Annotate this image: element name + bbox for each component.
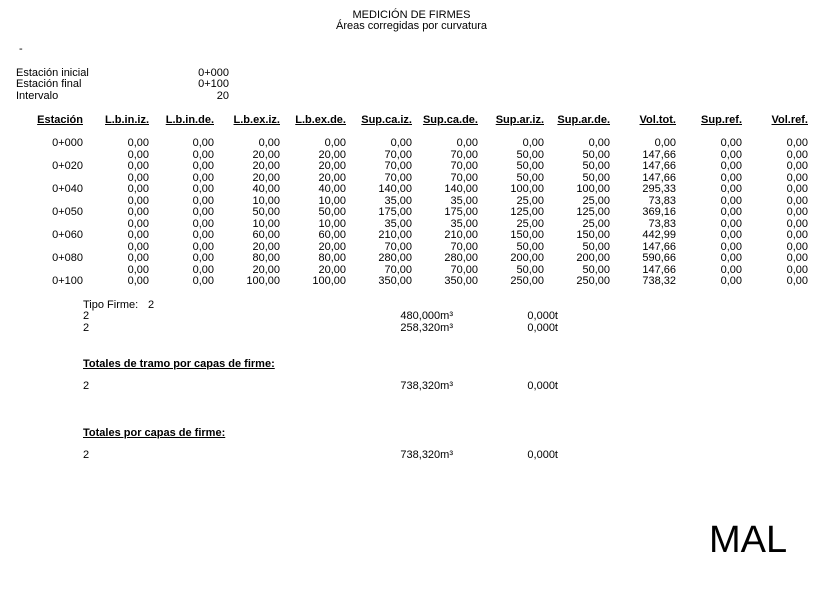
table-header — [0, 115, 823, 126]
table-cell: 50,00 — [516, 171, 544, 184]
table-cell: 350,00 — [444, 275, 478, 287]
table-cell: 250,00 — [576, 275, 610, 287]
totales-heading: Totales por capas de firme: — [83, 427, 226, 439]
table-row — [0, 184, 823, 195]
estacion-inicial-label: Estación inicial — [16, 67, 89, 79]
table-cell: 70,00 — [450, 240, 478, 253]
table-cell: 70,00 — [384, 263, 412, 276]
table-cell: 10,00 — [252, 194, 280, 207]
table-row — [0, 150, 823, 161]
cell-estacion: 0+020 — [52, 160, 83, 172]
totales-tramo-volumen: 738,320m³ — [400, 380, 453, 392]
col-estacion: Estación — [37, 114, 83, 126]
cell-estacion: 0+000 — [52, 137, 83, 149]
table-cell: 20,00 — [252, 240, 280, 253]
col-volref: Vol.ref. — [771, 114, 808, 126]
table-cell: 0,00 — [720, 160, 742, 172]
table-cell: 50,00 — [252, 206, 280, 218]
table-cell: 25,00 — [582, 217, 610, 230]
table-cell: 0,00 — [786, 263, 808, 276]
table-cell: 350,00 — [378, 275, 412, 287]
table-cell: 0,00 — [786, 217, 808, 230]
table-cell: 0,00 — [127, 148, 149, 161]
col-lbexde: L.b.ex.de. — [295, 114, 346, 126]
tipo-firme-volumen-2: 258,320m³ — [400, 322, 453, 334]
table-cell: 295,33 — [642, 183, 676, 195]
table-cell: 0,00 — [127, 194, 149, 207]
table-cell: 175,00 — [378, 206, 412, 218]
tipo-firme-capa-1: 2 — [83, 310, 90, 322]
table-cell: 0,00 — [720, 229, 742, 241]
col-suparde: Sup.ar.de. — [557, 114, 610, 126]
table-cell: 0,00 — [786, 240, 808, 253]
table-cell: 50,00 — [516, 240, 544, 253]
totales-tramo-heading: Totales de tramo por capas de firme: — [83, 358, 275, 370]
table-cell: 0,00 — [192, 171, 214, 184]
table-cell: 0,00 — [786, 137, 808, 149]
table-row — [0, 173, 823, 184]
table-cell: 147,66 — [642, 171, 676, 184]
table-cell: 0,00 — [192, 229, 214, 241]
table-cell: 210,00 — [378, 229, 412, 241]
totales-peso: 0,000t — [527, 449, 558, 461]
dash-mark: - — [19, 43, 23, 55]
table-cell: 0,00 — [192, 194, 214, 207]
table-cell: 70,00 — [450, 148, 478, 161]
table-cell: 10,00 — [318, 217, 346, 230]
estacion-inicial-value: 0+000 — [198, 67, 229, 79]
col-lbinde: L.b.in.de. — [165, 114, 214, 126]
table-cell: 20,00 — [318, 263, 346, 276]
table-row — [0, 161, 823, 172]
table-cell: 50,00 — [582, 240, 610, 253]
table-cell: 0,00 — [720, 206, 742, 218]
table-cell: 147,66 — [642, 263, 676, 276]
table-row — [0, 219, 823, 230]
cell-estacion: 0+100 — [52, 275, 83, 287]
table-cell: 0,00 — [720, 171, 742, 184]
cell-estacion: 0+050 — [52, 206, 83, 218]
table-cell: 150,00 — [576, 229, 610, 241]
table-cell: 0,00 — [786, 252, 808, 264]
table-cell: 147,66 — [642, 148, 676, 161]
table-cell: 50,00 — [582, 263, 610, 276]
table-cell: 0,00 — [786, 183, 808, 195]
table-cell: 0,00 — [654, 137, 676, 149]
table-cell: 10,00 — [252, 217, 280, 230]
table-cell: 70,00 — [450, 263, 478, 276]
table-cell: 20,00 — [252, 148, 280, 161]
table-cell: 0,00 — [127, 206, 149, 218]
table-cell: 0,00 — [192, 160, 214, 172]
totales-tramo-peso: 0,000t — [527, 380, 558, 392]
table-cell: 73,83 — [648, 194, 676, 207]
table-cell: 20,00 — [252, 171, 280, 184]
col-voltot: Vol.tot. — [639, 114, 676, 126]
table-cell: 125,00 — [576, 206, 610, 218]
table-cell: 0,00 — [588, 137, 610, 149]
table-row — [0, 138, 823, 149]
table-cell: 280,00 — [378, 252, 412, 264]
table-cell: 50,00 — [318, 206, 346, 218]
table-row — [0, 230, 823, 241]
table-cell: 0,00 — [192, 263, 214, 276]
table-row — [0, 276, 823, 287]
table-row — [0, 207, 823, 218]
table-cell: 140,00 — [378, 183, 412, 195]
table-cell: 0,00 — [720, 240, 742, 253]
table-cell: 70,00 — [450, 160, 478, 172]
cell-estacion: 0+060 — [52, 229, 83, 241]
table-cell: 0,00 — [192, 217, 214, 230]
table-cell: 200,00 — [510, 252, 544, 264]
intervalo-label: Intervalo — [16, 90, 59, 102]
table-cell: 0,00 — [127, 137, 149, 149]
table-cell: 100,00 — [312, 275, 346, 287]
cell-estacion: 0+040 — [52, 183, 83, 195]
table-cell: 20,00 — [318, 240, 346, 253]
table-cell: 0,00 — [786, 194, 808, 207]
table-cell: 0,00 — [127, 217, 149, 230]
table-cell: 0,00 — [786, 148, 808, 161]
table-cell: 20,00 — [252, 160, 280, 172]
table-cell: 0,00 — [324, 137, 346, 149]
cell-estacion: 0+080 — [52, 252, 83, 264]
table-cell: 738,32 — [642, 275, 676, 287]
table-cell: 0,00 — [258, 137, 280, 149]
table-cell: 0,00 — [786, 206, 808, 218]
table-cell: 100,00 — [576, 183, 610, 195]
report-title: MEDICIÓN DE FIRMES — [352, 9, 471, 21]
table-cell: 0,00 — [192, 252, 214, 264]
table-row — [0, 196, 823, 207]
table-cell: 0,00 — [127, 263, 149, 276]
tipo-firme-peso-1: 0,000t — [527, 310, 558, 322]
table-cell: 20,00 — [318, 171, 346, 184]
table-cell: 0,00 — [786, 229, 808, 241]
col-supref: Sup.ref. — [701, 114, 742, 126]
table-cell: 147,66 — [642, 160, 676, 172]
table-cell: 70,00 — [384, 160, 412, 172]
table-cell: 442,99 — [642, 229, 676, 241]
table-cell: 0,00 — [720, 217, 742, 230]
mal-stamp: MAL — [709, 519, 788, 561]
report-subtitle: Áreas corregidas por curvatura — [335, 20, 487, 32]
table-cell: 100,00 — [246, 275, 280, 287]
table-cell: 0,00 — [192, 137, 214, 149]
table-cell: 80,00 — [318, 252, 346, 264]
table-cell: 590,66 — [642, 252, 676, 264]
col-supariz: Sup.ar.iz. — [495, 114, 544, 126]
table-cell: 125,00 — [510, 206, 544, 218]
table-cell: 369,16 — [642, 206, 676, 218]
table-cell: 0,00 — [127, 183, 149, 195]
table-cell: 35,00 — [384, 217, 412, 230]
table-cell: 20,00 — [318, 148, 346, 161]
table-cell: 150,00 — [510, 229, 544, 241]
table-cell: 100,00 — [510, 183, 544, 195]
table-cell: 0,00 — [127, 275, 149, 287]
table-cell: 140,00 — [444, 183, 478, 195]
table-cell: 0,00 — [192, 206, 214, 218]
table-cell: 0,00 — [192, 240, 214, 253]
table-cell: 147,66 — [642, 240, 676, 253]
table-cell: 200,00 — [576, 252, 610, 264]
totales-capa: 2 — [83, 449, 90, 461]
table-cell: 50,00 — [582, 160, 610, 172]
table-cell: 80,00 — [252, 252, 280, 264]
table-cell: 0,00 — [522, 137, 544, 149]
table-cell: 0,00 — [390, 137, 412, 149]
table-cell: 50,00 — [582, 171, 610, 184]
tipo-firme-peso-2: 0,000t — [527, 322, 558, 334]
tipo-firme-value: 2 — [148, 299, 155, 311]
table-cell: 40,00 — [318, 183, 346, 195]
table-cell: 40,00 — [252, 183, 280, 195]
table-cell: 25,00 — [516, 194, 544, 207]
table-cell: 0,00 — [192, 148, 214, 161]
totales-volumen: 738,320m³ — [400, 449, 453, 461]
tipo-firme-capa-2: 2 — [83, 322, 90, 334]
table-cell: 0,00 — [127, 252, 149, 264]
table-cell: 250,00 — [510, 275, 544, 287]
table-cell: 35,00 — [384, 194, 412, 207]
table-row — [0, 265, 823, 276]
estacion-final-value: 0+100 — [198, 78, 229, 90]
table-cell: 60,00 — [318, 229, 346, 241]
table-cell: 73,83 — [648, 217, 676, 230]
table-cell: 0,00 — [127, 229, 149, 241]
estacion-final-label: Estación final — [16, 78, 82, 90]
table-cell: 0,00 — [720, 275, 742, 287]
table-cell: 0,00 — [786, 275, 808, 287]
col-supcade: Sup.ca.de. — [422, 114, 478, 126]
table-cell: 280,00 — [444, 252, 478, 264]
table-cell: 70,00 — [384, 171, 412, 184]
table-row — [0, 242, 823, 253]
table-cell: 70,00 — [384, 148, 412, 161]
col-lbiniz: L.b.in.iz. — [105, 114, 149, 126]
table-cell: 210,00 — [444, 229, 478, 241]
col-supcaiz: Sup.ca.iz. — [361, 114, 412, 126]
table-cell: 0,00 — [127, 171, 149, 184]
table-cell: 35,00 — [450, 194, 478, 207]
table-cell: 50,00 — [582, 148, 610, 161]
table-cell: 50,00 — [516, 160, 544, 172]
table-cell: 70,00 — [384, 240, 412, 253]
table-cell: 20,00 — [318, 160, 346, 172]
tipo-firme-volumen-1: 480,000m³ — [400, 310, 453, 322]
table-cell: 50,00 — [516, 263, 544, 276]
table-cell: 60,00 — [252, 229, 280, 241]
table-cell: 0,00 — [720, 183, 742, 195]
table-cell: 25,00 — [516, 217, 544, 230]
totales-tramo-capa: 2 — [83, 380, 90, 392]
col-lbexiz: L.b.ex.iz. — [233, 114, 280, 126]
tipo-firme-label: Tipo Firme: — [83, 299, 139, 311]
table-cell: 0,00 — [192, 275, 214, 287]
table-cell: 0,00 — [786, 171, 808, 184]
table-cell: 0,00 — [720, 194, 742, 207]
table-cell: 0,00 — [192, 183, 214, 195]
table-cell: 0,00 — [720, 148, 742, 161]
table-cell: 0,00 — [720, 252, 742, 264]
table-cell: 0,00 — [127, 240, 149, 253]
table-cell: 0,00 — [786, 160, 808, 172]
table-cell: 35,00 — [450, 217, 478, 230]
table-cell: 70,00 — [450, 171, 478, 184]
table-cell: 25,00 — [582, 194, 610, 207]
table-cell: 0,00 — [127, 160, 149, 172]
table-cell: 0,00 — [456, 137, 478, 149]
table-cell: 175,00 — [444, 206, 478, 218]
table-row — [0, 253, 823, 264]
table-cell: 20,00 — [252, 263, 280, 276]
table-cell: 0,00 — [720, 137, 742, 149]
table-cell: 0,00 — [720, 263, 742, 276]
table-cell: 50,00 — [516, 148, 544, 161]
table-cell: 10,00 — [318, 194, 346, 207]
intervalo-value: 20 — [216, 90, 229, 102]
